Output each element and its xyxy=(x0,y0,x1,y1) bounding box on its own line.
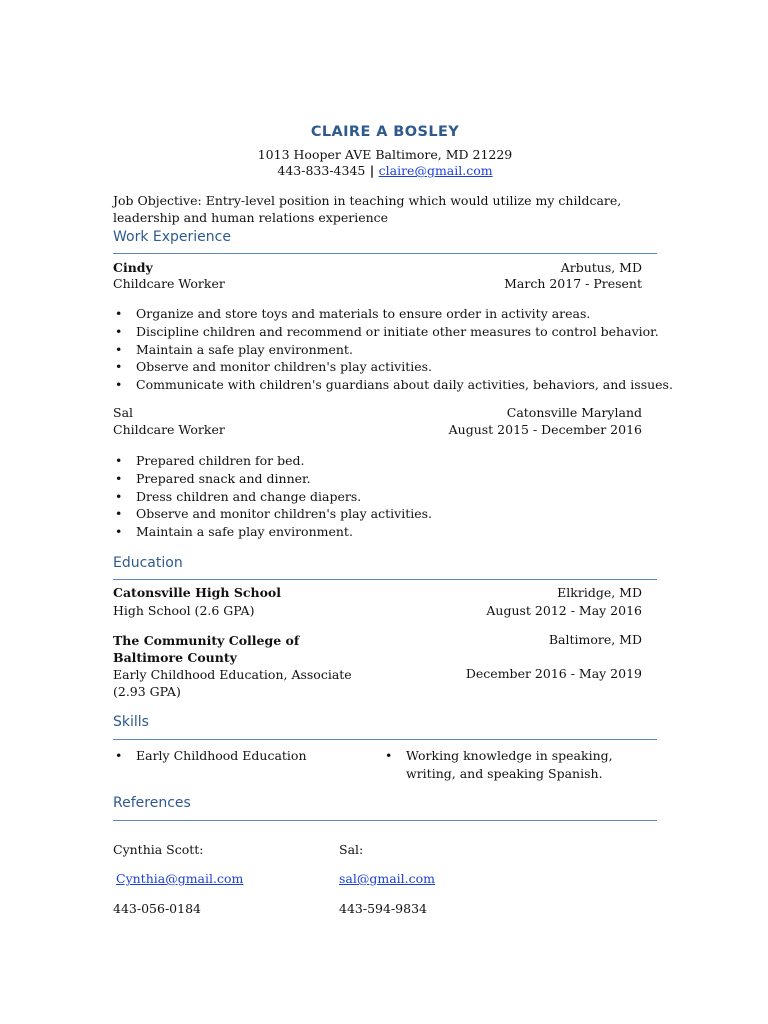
degree: High School (2.6 GPA) xyxy=(113,603,255,618)
list-item: • Prepared children for bed. xyxy=(113,452,432,470)
list-item: • Communicate with children's guardians about daily activities, behaviors, and issues. xyxy=(113,376,673,394)
section-divider xyxy=(113,579,657,580)
section-divider xyxy=(113,820,657,821)
reference-name: Sal: xyxy=(339,842,364,857)
phone: 443-833-4345 xyxy=(277,163,366,178)
employer: Cindy xyxy=(113,260,153,275)
job-role: Childcare Worker xyxy=(113,276,225,291)
duty-list xyxy=(113,305,673,394)
candidate-name: CLAIRE A BOSLEY xyxy=(310,124,460,140)
skill-item: • Early Childhood Education xyxy=(113,747,376,765)
section-title-skills: Skills xyxy=(113,714,149,730)
list-item: • Dress children and change diapers. xyxy=(113,488,432,506)
job-dates: August 2015 - December 2016 xyxy=(448,422,642,437)
list-item: • Maintain a safe play environment. xyxy=(113,523,432,541)
section-divider xyxy=(113,739,657,740)
school-dates: December 2016 - May 2019 xyxy=(465,666,642,681)
duty-list xyxy=(113,452,432,541)
job-objective: Job Objective: Entry-level position in teaching which would utilize my childcare, leadership and human relations experience xyxy=(113,193,622,225)
list-item: • Discipline children and recommend or initiate other measures to control behavior. xyxy=(113,323,673,341)
job-role: Childcare Worker xyxy=(113,422,225,437)
job-location: Catonsville Maryland xyxy=(506,405,642,420)
section-title-work: Work Experience xyxy=(113,229,231,245)
address: 1013 Hooper AVE Baltimore, MD 21229 xyxy=(257,147,513,162)
section-title-education: Education xyxy=(113,555,183,571)
school-dates: August 2012 - May 2016 xyxy=(486,603,642,618)
email-link[interactable]: claire@gmail.com xyxy=(378,163,493,178)
degree: Early Childhood Education, Associate (2.93 GPA) xyxy=(113,667,352,699)
section-divider xyxy=(113,253,657,254)
list-item: • Maintain a safe play environment. xyxy=(113,341,673,359)
list-item: • Prepared snack and dinner. xyxy=(113,470,432,488)
list-item: • Observe and monitor children's play activities. xyxy=(113,505,432,523)
reference-email-link[interactable]: sal@gmail.com xyxy=(339,871,436,886)
job-dates: March 2017 - Present xyxy=(504,276,642,291)
skill-item: • Working knowledge in speaking, writing, and speaking Spanish. xyxy=(383,747,636,782)
contact-line xyxy=(113,163,657,178)
resume-page xyxy=(113,0,673,1024)
school-name: The Community College of Baltimore County xyxy=(113,633,300,665)
separator: | xyxy=(365,163,379,178)
reference-phone: 443-594-9834 xyxy=(339,901,427,916)
school-location: Baltimore, MD xyxy=(548,632,642,647)
reference-name: Cynthia Scott: xyxy=(113,842,204,857)
employer: Sal xyxy=(113,405,134,420)
reference-phone: 443-056-0184 xyxy=(113,901,201,916)
school-location: Elkridge, MD xyxy=(557,585,642,600)
reference-email-link[interactable]: Cynthia@gmail.com xyxy=(116,871,244,886)
school-name: Catonsville High School xyxy=(113,585,281,600)
list-item: • Observe and monitor children's play activities. xyxy=(113,358,673,376)
section-title-references: References xyxy=(113,795,191,811)
list-item: • Organize and store toys and materials to ensure order in activity areas. xyxy=(113,305,673,323)
job-location: Arbutus, MD xyxy=(560,260,642,275)
